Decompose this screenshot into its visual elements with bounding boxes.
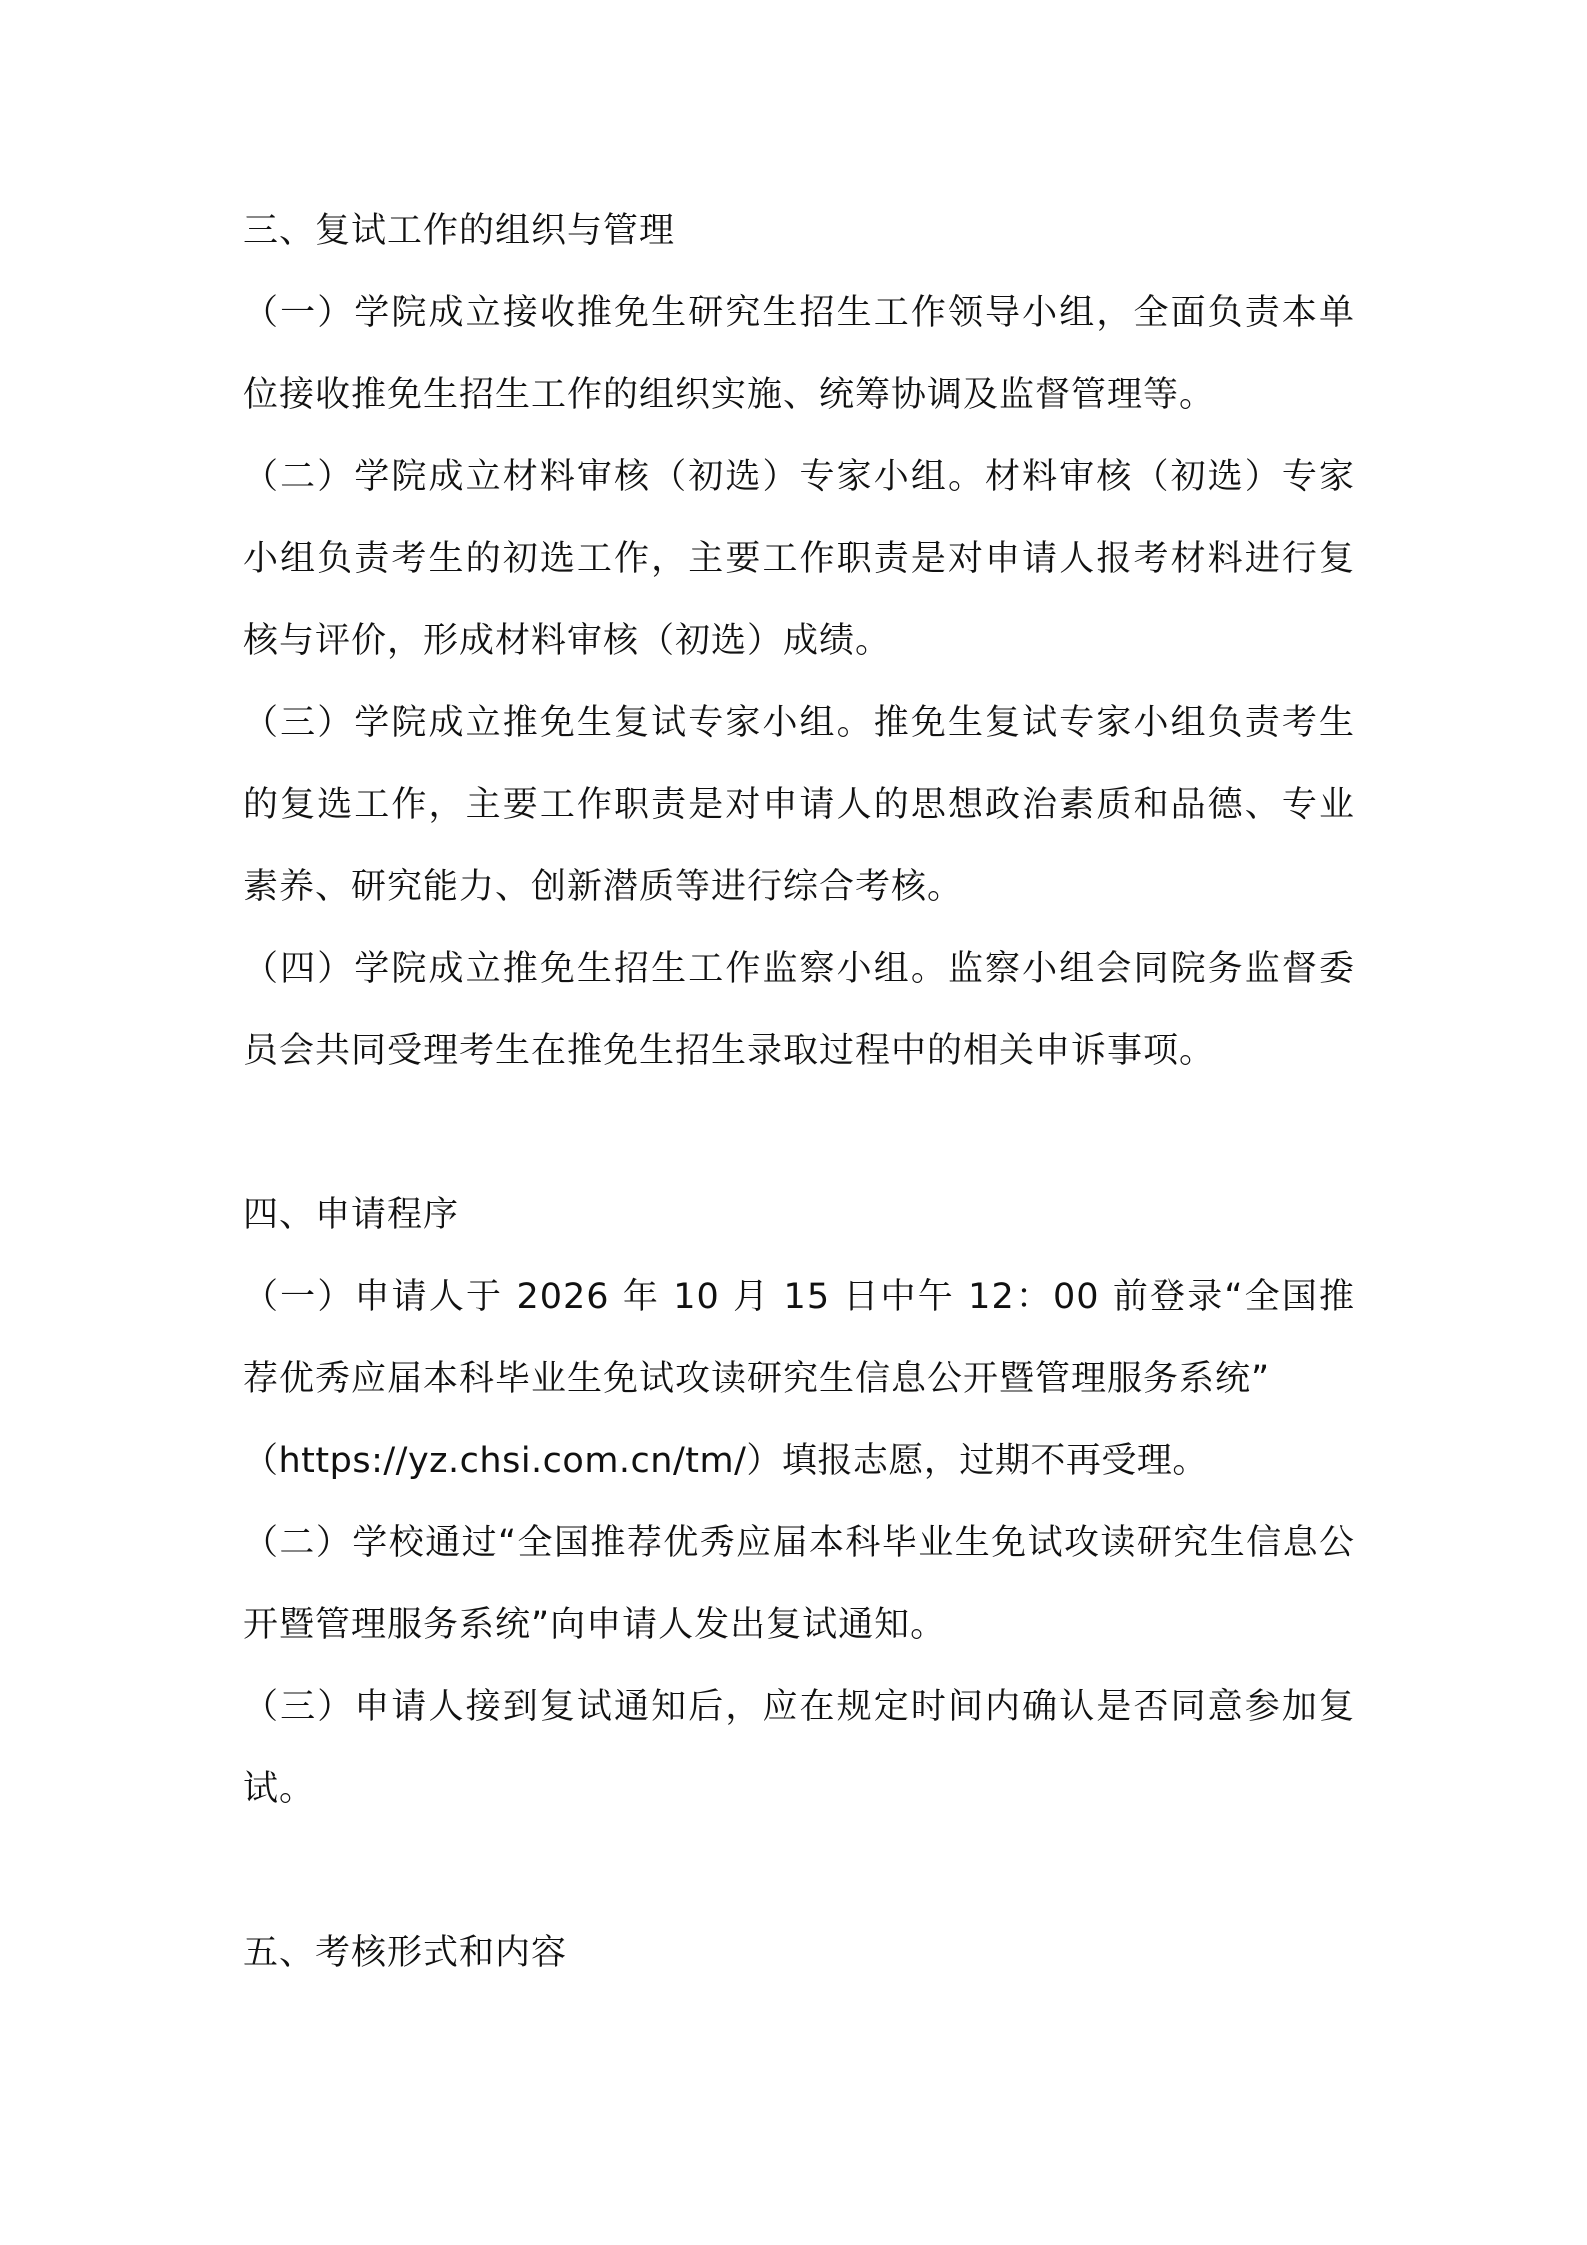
paragraph: （三）申请人接到复试通知后，应在规定时间内确认是否同意参加复试。	[243, 1687, 1355, 1809]
document-body	[243, 190, 1355, 1994]
paragraph: （三）学院成立推免生复试专家小组。推免生复试专家小组负责考生的复选工作，主要工作职责是对申请人的思想政治素质和品德、专业素养、研究能力、创新潜质等进行综合考核。	[243, 703, 1355, 907]
section-spacer	[243, 1830, 1355, 1912]
section-heading: 四、申请程序	[243, 1195, 460, 1235]
section-heading: 五、考核形式和内容	[243, 1933, 568, 1973]
paragraph: （一）申请人于 2026 年 10 月 15 日中午 12：00 前登录“全国推荐优秀应届本科毕业生免试攻读研究生信息公开暨管理服务系统”	[243, 1277, 1355, 1399]
paragraph-url: （https://yz.chsi.com.cn/tm/）填报志愿，过期不再受理。	[243, 1441, 1208, 1481]
section-assessment	[243, 1912, 1355, 1994]
section-spacer	[243, 1092, 1355, 1174]
paragraph: （一）学院成立接收推免生研究生招生工作领导小组，全面负责本单位接收推免生招生工作的组织实施、统筹协调及监督管理等。	[243, 293, 1355, 415]
section-heading: 三、复试工作的组织与管理	[243, 211, 676, 251]
paragraph: （四）学院成立推免生招生工作监察小组。监察小组会同院务监督委员会共同受理考生在推免生招生录取过程中的相关申诉事项。	[243, 949, 1355, 1071]
section-application-procedure	[243, 1174, 1355, 1830]
section-organization	[243, 190, 1355, 1092]
paragraph: （二）学院成立材料审核（初选）专家小组。材料审核（初选）专家小组负责考生的初选工作，主要工作职责是对申请人报考材料进行复核与评价，形成材料审核（初选）成绩。	[243, 457, 1355, 661]
paragraph: （二）学校通过“全国推荐优秀应届本科毕业生免试攻读研究生信息公开暨管理服务系统”向申请人发出复试通知。	[243, 1523, 1355, 1645]
